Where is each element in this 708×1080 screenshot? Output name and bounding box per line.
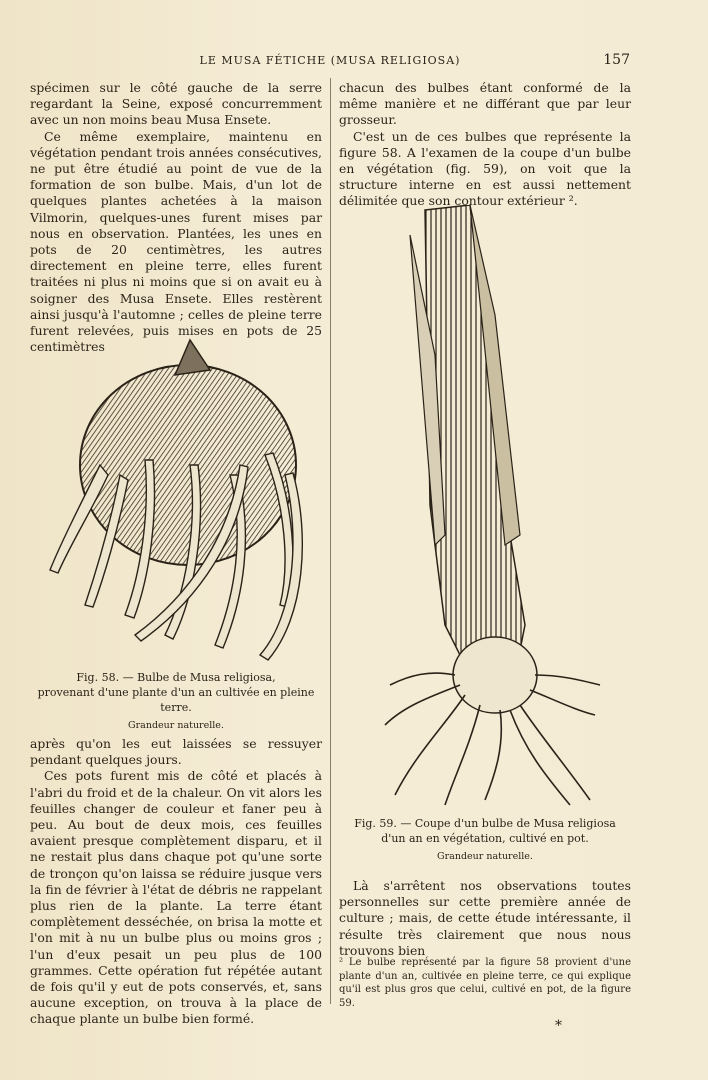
caption-line: Fig. 59. — Coupe d'un bulbe de Musa religiosa [354, 817, 616, 830]
caption-line: Fig. 58. — Bulbe de Musa religiosa, [76, 671, 276, 684]
caption-line: provenant d'une plante d'un an cultivée en pleine terre. [37, 686, 315, 714]
caption-scale: Grandeur naturelle. [128, 720, 224, 731]
fig58-caption [30, 670, 322, 733]
caption-line: d'un an en végétation, cultivé en pot. [381, 832, 589, 845]
page-number: 157 [603, 52, 630, 68]
right-column-top [339, 80, 631, 210]
left-column-bottom [30, 736, 322, 1028]
paragraph: après qu'on les eut laissées se ressuyer pendant quelques jours. [30, 736, 322, 768]
left-column-top [30, 80, 322, 355]
fig58-illustration [40, 335, 310, 665]
paragraph: Là s'arrêtent nos observations toutes personnelles sur cette première année de culture ; mais, de cette étude intéressante, il résulte très clairement que nous nous trouvons bien [339, 878, 631, 958]
paragraph: C'est un de ces bulbes que représente la figure 58. A l'examen de la coupe d'un bulbe en végétation (fig. 59), on voit que la structure interne en est aussi nettement délimitée que son contour extérieur ². [339, 128, 631, 209]
ornament-asterisk: * [555, 1018, 562, 1034]
paragraph: spécimen sur le côté gauche de la serre regardant la Seine, exposé concurremment avec un non moins beau Musa Ensete. [30, 80, 322, 128]
paragraph: Ce même exemplaire, maintenu en végétation pendant trois années consécutives, ne put être étudié au point de vue de la formation de son bulbe. Mais, d'un lot de quelques plantes achetées à la maison Vilmorin, quelques-unes furent mises par nous en observation. Plantées, les unes en pots de 20 centimètres, les autres directement en pleine terre, elles furent traitées ni plus ni moins que si on avait eu à soigner des Musa Ensete. Elles restèrent ainsi jusqu'à l'automne ; celles de pleine terre furent relevées, puis mises en pots de 25 centimètres [30, 128, 322, 355]
paragraph: chacun des bulbes étant conformé de la même manière et ne différant que par leur grosseur. [339, 80, 631, 128]
running-title: LE MUSA FÉTICHE (MUSA RELIGIOSA) [199, 54, 461, 67]
paragraph: Ces pots furent mis de côté et placés à l'abri du froid et de la chaleur. On vit alors les feuilles changer de couleur et faner peu à peu. Au bout de deux mois, ces feuilles avaient presque complètement disparu, et il ne restait plus dans chaque pot qu'une sorte de tronçon qu'on laissa se réduire jusque vers la fin de février à l'état de débris ne rappelant plus rien de la plante. La terre étant complètement desséchée, on brisa la motte et l'on mit à nu un bulbe plus ou moins gros ; l'un d'eux pesait un peu plus de 100 grammes. Cette opération fut répétée autant de fois qu'il y eut de pots conservés, et, sans aucune exception, on trouva à la place de chaque plante un bulbe bien formé. [30, 768, 322, 1027]
fig59-caption [339, 816, 631, 864]
footnote: ² Le bulbe représenté par la figure 58 provient d'une plante d'un an, cultivée en pleine terre, ce qui explique qu'il est plus gros que celui, cultivé en pot, de la figure 59. [339, 957, 631, 1009]
fig59-illustration [375, 205, 605, 810]
column-divider [330, 78, 331, 1004]
caption-scale: Grandeur naturelle. [437, 851, 533, 862]
right-column-bottom [339, 878, 631, 959]
